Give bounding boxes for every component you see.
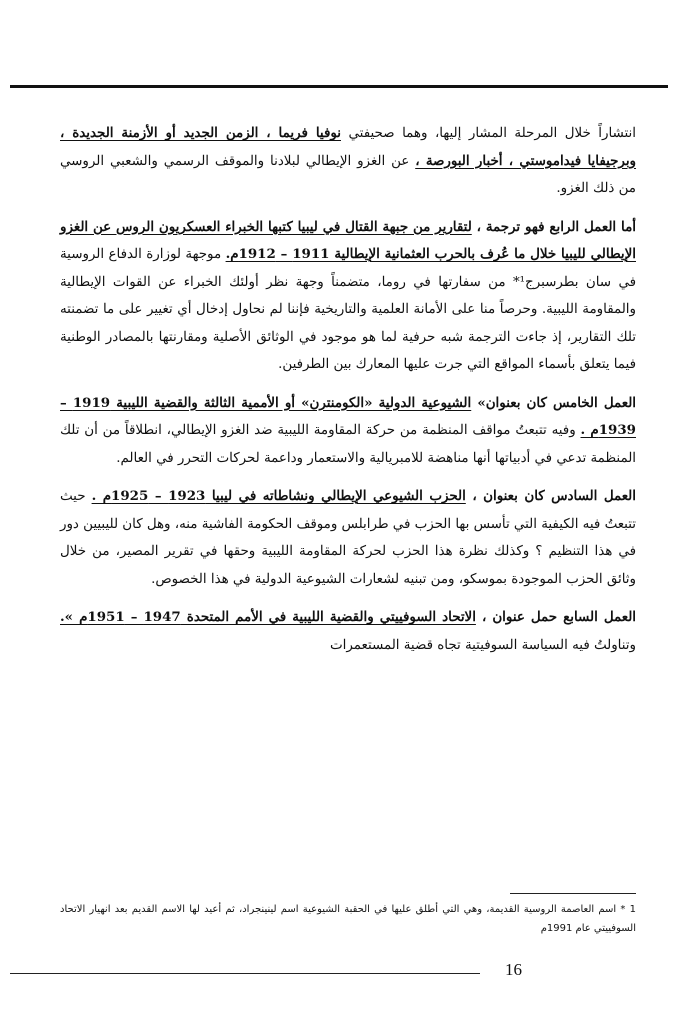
paragraph-4-title-underlined: الحزب الشيوعي الإيطالي ونشاطاته في ليبيا 1923 – 1925م . — [91, 488, 466, 504]
paragraph-3-text: وفيه تتبعتُ مواقف المنظمة من حركة المقاومة الليبية ضد الغزو الإيطالي، انطلاقاً من أن تلك المنظمة تدعي في أدبياتها أنها مناهضة للامبريالية والاستعمار وداعمة لحركات التحرر في العالم. — [60, 423, 636, 466]
paragraph-2-text: موجهة لوزارة الدفاع الروسية في سان بطرسبرج¹* من سفارتها في روما، متضمناً وجهة نظر أولئك الخبراء عن القوات الإيطالية والمقاومة الليبية. وحرصاً منا على الأمانة العلمية والتاريخية فإننا لم نحاول إدخال أي تغيير على ما تضمنته تلك التقارير، إذ جاءت الترجمة شبه حرفية لما هو موجود في الوثائق الأصلية ومقارنتها بالمصادر الوطنية فيما يتعلق بأسماء المواقع التي جرت عليها المعارك بين الطرفين. — [60, 247, 637, 372]
paragraph-5 — [60, 604, 636, 659]
footnote: 1 * اسم العاصمة الروسية القديمة، وهي التي أطلق عليها في الحقبة الشيوعية اسم لينينجراد، ثم أعيد لها الاسم القديم بعد انهيار الاتحاد السوفييتي عام 1991م — [60, 904, 636, 934]
page-number: 16 — [505, 960, 522, 979]
paragraph-1 — [60, 120, 636, 203]
paragraph-3-title-underlined: الشيوعية الدولية «الكومنترن» أو الأممية الثالثة والقضية الليبية 1919 – 1939م . — [60, 394, 636, 438]
paragraph-2 — [60, 214, 636, 379]
paragraph-5-title-underlined: الاتحاد السوفييتي والقضية الليبية في الأمم المتحدة 1947 – 1951م ». — [60, 609, 476, 625]
paragraph-5-lead: العمل السابع حمل عنوان ، — [475, 609, 636, 625]
paragraph-1-text-2: عن الغزو الإيطالي لبلادنا والموقف الرسمي والشعبي الروسي من ذلك الغزو. — [60, 153, 636, 196]
top-rule — [10, 85, 668, 88]
paragraph-1-text-1: انتشاراً خلال المرحلة المشار إليها، وهما صحيفتي — [341, 126, 636, 141]
paragraph-5-text: وتناولتُ فيه السياسة السوفيتية تجاه قضية المستعمرات — [330, 637, 636, 653]
paragraph-4 — [60, 483, 636, 593]
paragraph-4-lead: العمل السادس كان بعنوان ، — [465, 488, 636, 504]
paragraph-1-newspapers-underlined: نوفيا فريما ، الزمن الجديد أو الأزمنة الجديدة ، وبرجيفايا فيداموستي ، أخبار البورصة ، — [60, 125, 637, 169]
page-body — [60, 120, 636, 670]
paragraph-2-title-underlined: لتقارير من جبهة القتال في ليبيا كتبها الخبراء العسكريون الروس عن الغزو الإيطالي لليبيا خلال ما عُرف بالحرب العثمانية الإيطالية 1911 – 1912م. — [60, 218, 636, 262]
bottom-rule — [10, 973, 480, 974]
paragraph-4-text: حيث تتبعتُ فيه الكيفية التي تأسس بها الحزب في طرابلس وموقف الحكومة الفاشية منه، وهل كان لليبيين دور في هذا التنظيم ؟ وكذلك نظرة هذا الحزب لحركة المقاومة الليبية وحقها في تقرير المصير، من خلال وثائق الحزب الموجودة بموسكو، ومن تبنيه لشعارات الشيوعية الدولية في هذا الخصوص. — [60, 489, 636, 587]
paragraph-2-lead: أما العمل الرابع فهو ترجمة ، — [471, 218, 636, 235]
paragraph-3-lead: العمل الخامس كان بعنوان» — [471, 394, 636, 411]
paragraph-3 — [60, 390, 636, 473]
footnote-rule — [510, 893, 636, 894]
